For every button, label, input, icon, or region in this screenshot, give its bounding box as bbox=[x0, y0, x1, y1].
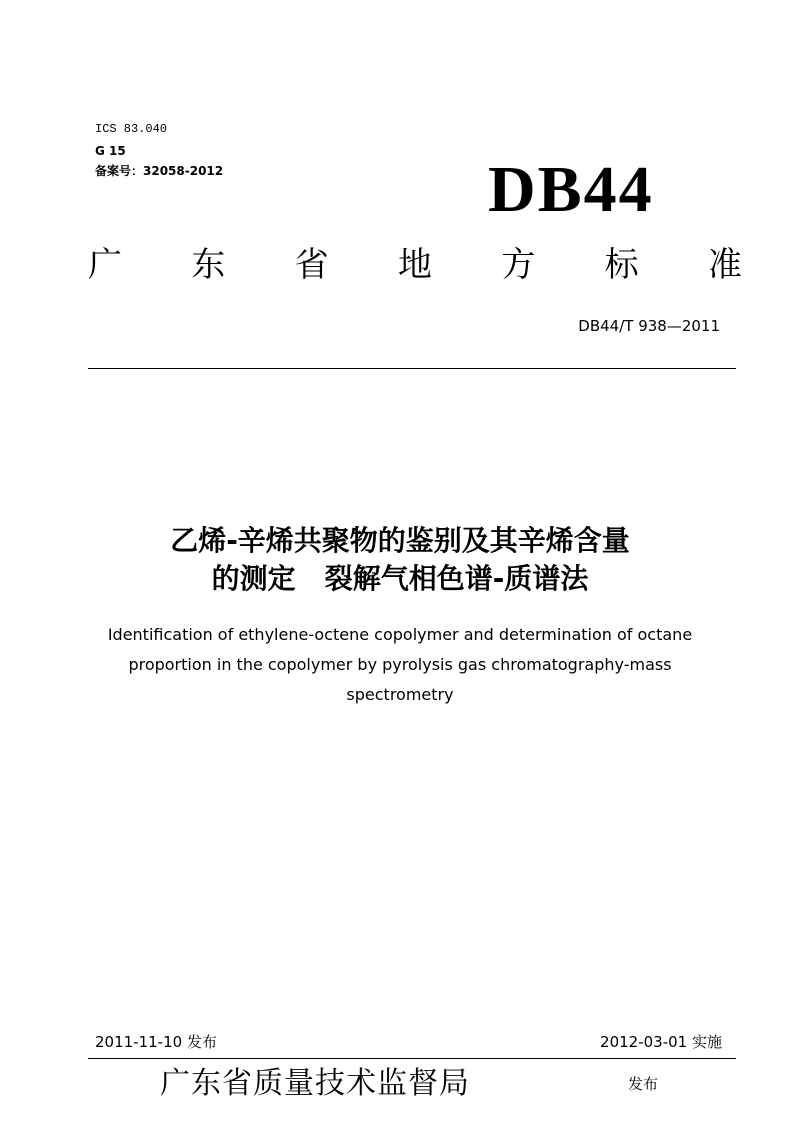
chinese-title-line-2: 的测定 裂解气相色谱-质谱法 bbox=[211, 562, 589, 595]
standard-type-char: 标 bbox=[604, 245, 639, 285]
issuing-authority: 广东省质量技术监督局 bbox=[160, 1066, 470, 1101]
top-divider bbox=[88, 368, 736, 369]
implementation-date: 2012-03-01 实施 bbox=[600, 1033, 722, 1051]
standard-type-char: 东 bbox=[191, 245, 226, 285]
db-code-logo: DB44 bbox=[488, 153, 654, 226]
english-title bbox=[40, 620, 760, 710]
standard-type-char: 方 bbox=[501, 245, 536, 285]
standard-number: DB44/T 938—2011 bbox=[578, 317, 720, 335]
standard-type-char: 广 bbox=[88, 245, 122, 285]
bottom-divider bbox=[88, 1058, 736, 1059]
standard-type-char: 地 bbox=[397, 245, 432, 285]
chinese-title bbox=[40, 522, 760, 598]
record-number: 备案号：32058-2012 bbox=[95, 164, 224, 178]
issuer-action: 发布 bbox=[628, 1075, 659, 1093]
chinese-title-line-1: 乙烯-辛烯共聚物的鉴别及其辛烯含量 bbox=[170, 524, 630, 557]
classification-code: G 15 bbox=[95, 144, 126, 158]
ics-code: ICS 83.040 bbox=[95, 122, 168, 136]
english-title-line-1: Identification of ethylene-octene copolymer and determination of octane bbox=[107, 625, 693, 644]
standard-type-char: 省 bbox=[294, 245, 329, 285]
english-title-line-2: proportion in the copolymer by pyrolysis gas chromatography-mass bbox=[128, 655, 672, 674]
english-title-line-3: spectrometry bbox=[346, 685, 454, 704]
standard-type-char: 准 bbox=[707, 245, 742, 285]
standard-type-heading bbox=[88, 240, 742, 290]
issue-date: 2011-11-10 发布 bbox=[95, 1033, 217, 1051]
